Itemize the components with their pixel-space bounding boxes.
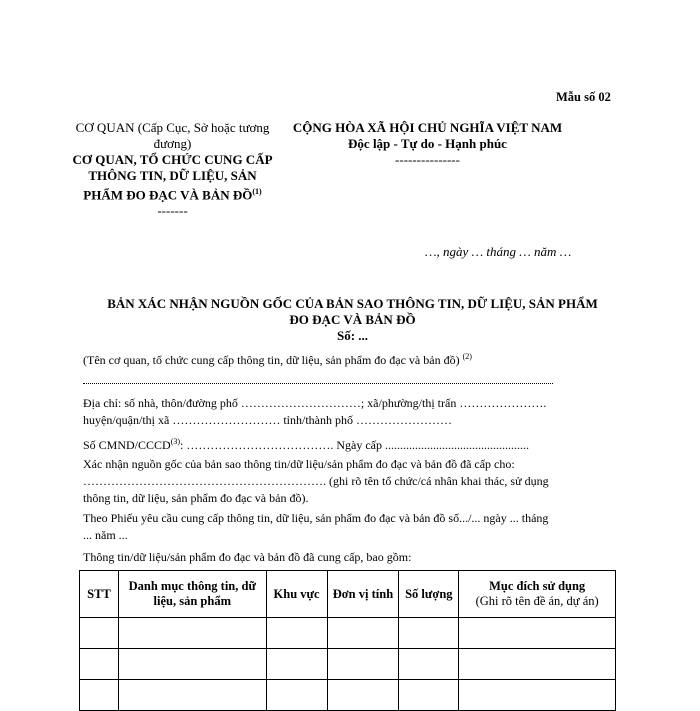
- address-line-1: Địa chỉ: số nhà, thôn/đường phố …………………………; xã/phường/thị trấn ………………….: [83, 396, 547, 410]
- parent-agency-line: CƠ QUAN (Cấp Cục, Sở hoặc tương đương): [75, 120, 270, 151]
- country-name: CỘNG HÒA XÃ HỘI CHỦ NGHĨA VIỆT NAM: [292, 120, 563, 135]
- request-line-2: ... năm ...: [83, 528, 128, 542]
- address-block: [83, 395, 623, 429]
- col-header-stt: STT: [80, 571, 119, 618]
- request-line-1: Theo Phiếu yêu cầu cung cấp thông tin, dữ liệu, sản phẩm đo đạc và bản đồ số.../... ngày ... tháng: [83, 511, 549, 525]
- col-header-items: Danh mục thông tin, dữ liệu, sản phẩm: [118, 571, 266, 618]
- org-name-blank: [83, 375, 553, 384]
- left-separator: -------: [157, 203, 188, 219]
- form-number: Mẫu số 02: [556, 90, 611, 104]
- title-line-2: ĐO ĐẠC VÀ BẢN ĐỒ: [289, 312, 416, 327]
- purpose-note: (Ghi rõ tên đề án, dự án): [475, 594, 599, 608]
- issuing-org-name: CƠ QUAN, TỔ CHỨC CUNG CẤP THÔNG TIN, DỮ LIỆU, SẢN PHẨM ĐO ĐẠC VÀ BẢN ĐỒ$^{(1)}$: [72, 152, 273, 203]
- address-line-2: huyện/quận/thị xã ……………………… tỉnh/thành phố ……………………: [83, 413, 452, 427]
- document-number: Số: ...: [336, 328, 369, 343]
- col-header-purpose: Mục đích sử dụng (Ghi rõ tên đề án, dự án): [459, 571, 616, 618]
- table-header-row: [80, 571, 616, 618]
- confirmation-line-2: ……………………………………………………. (ghi rõ tên tổ chức/cá nhân khai thác, sử dụng: [83, 474, 549, 488]
- title-line-1: BẢN XÁC NHẬN NGUỒN GỐC CỦA BẢN SAO THÔNG TIN, DỮ LIỆU, SẢN PHẨM: [107, 296, 598, 311]
- confirmation-line-3: thông tin, dữ liệu, sản phẩm đo đạc và bản đồ).: [83, 491, 309, 505]
- id-footnote: (3): [170, 437, 181, 446]
- table-row: [80, 618, 616, 649]
- provided-items-table: [79, 570, 616, 711]
- col-header-quantity: Số lượng: [399, 571, 459, 618]
- id-line: Số CMND/CCCD$^{(3)}$: ………………………………. Ngày cấp ................................................: [83, 437, 530, 452]
- table-row: [80, 680, 616, 711]
- col-header-area: Khu vực: [266, 571, 327, 618]
- org-label-line: (Tên cơ quan, tổ chức cung cấp thông tin, dữ liệu, sản phẩm đo đạc và bản đồ) $^{(2)}$: [83, 352, 472, 367]
- request-reference: [83, 510, 623, 544]
- confirmation-block: [83, 456, 623, 507]
- issuing-agency-header: [70, 120, 275, 219]
- table-row: [80, 649, 616, 680]
- national-motto: Độc lập - Tự do - Hạnh phúc: [348, 136, 507, 151]
- confirmation-line-1: Xác nhận nguồn gốc của bản sao thông tin/dữ liệu/sản phẩm đo đạc và bản đồ đã cấp cho:: [83, 457, 515, 471]
- org-footnote-mark: (1): [252, 187, 262, 196]
- list-intro: Thông tin/dữ liệu/sản phẩm đo đạc và bản đồ đã cung cấp, bao gồm:: [83, 550, 412, 564]
- col-header-unit: Đơn vị tính: [327, 571, 399, 618]
- date-line: …, ngày … tháng … năm …: [425, 244, 572, 259]
- org-label-footnote: (2): [462, 352, 472, 361]
- right-separator: ---------------: [395, 152, 460, 167]
- document-title: [75, 296, 630, 344]
- national-header: [280, 120, 575, 168]
